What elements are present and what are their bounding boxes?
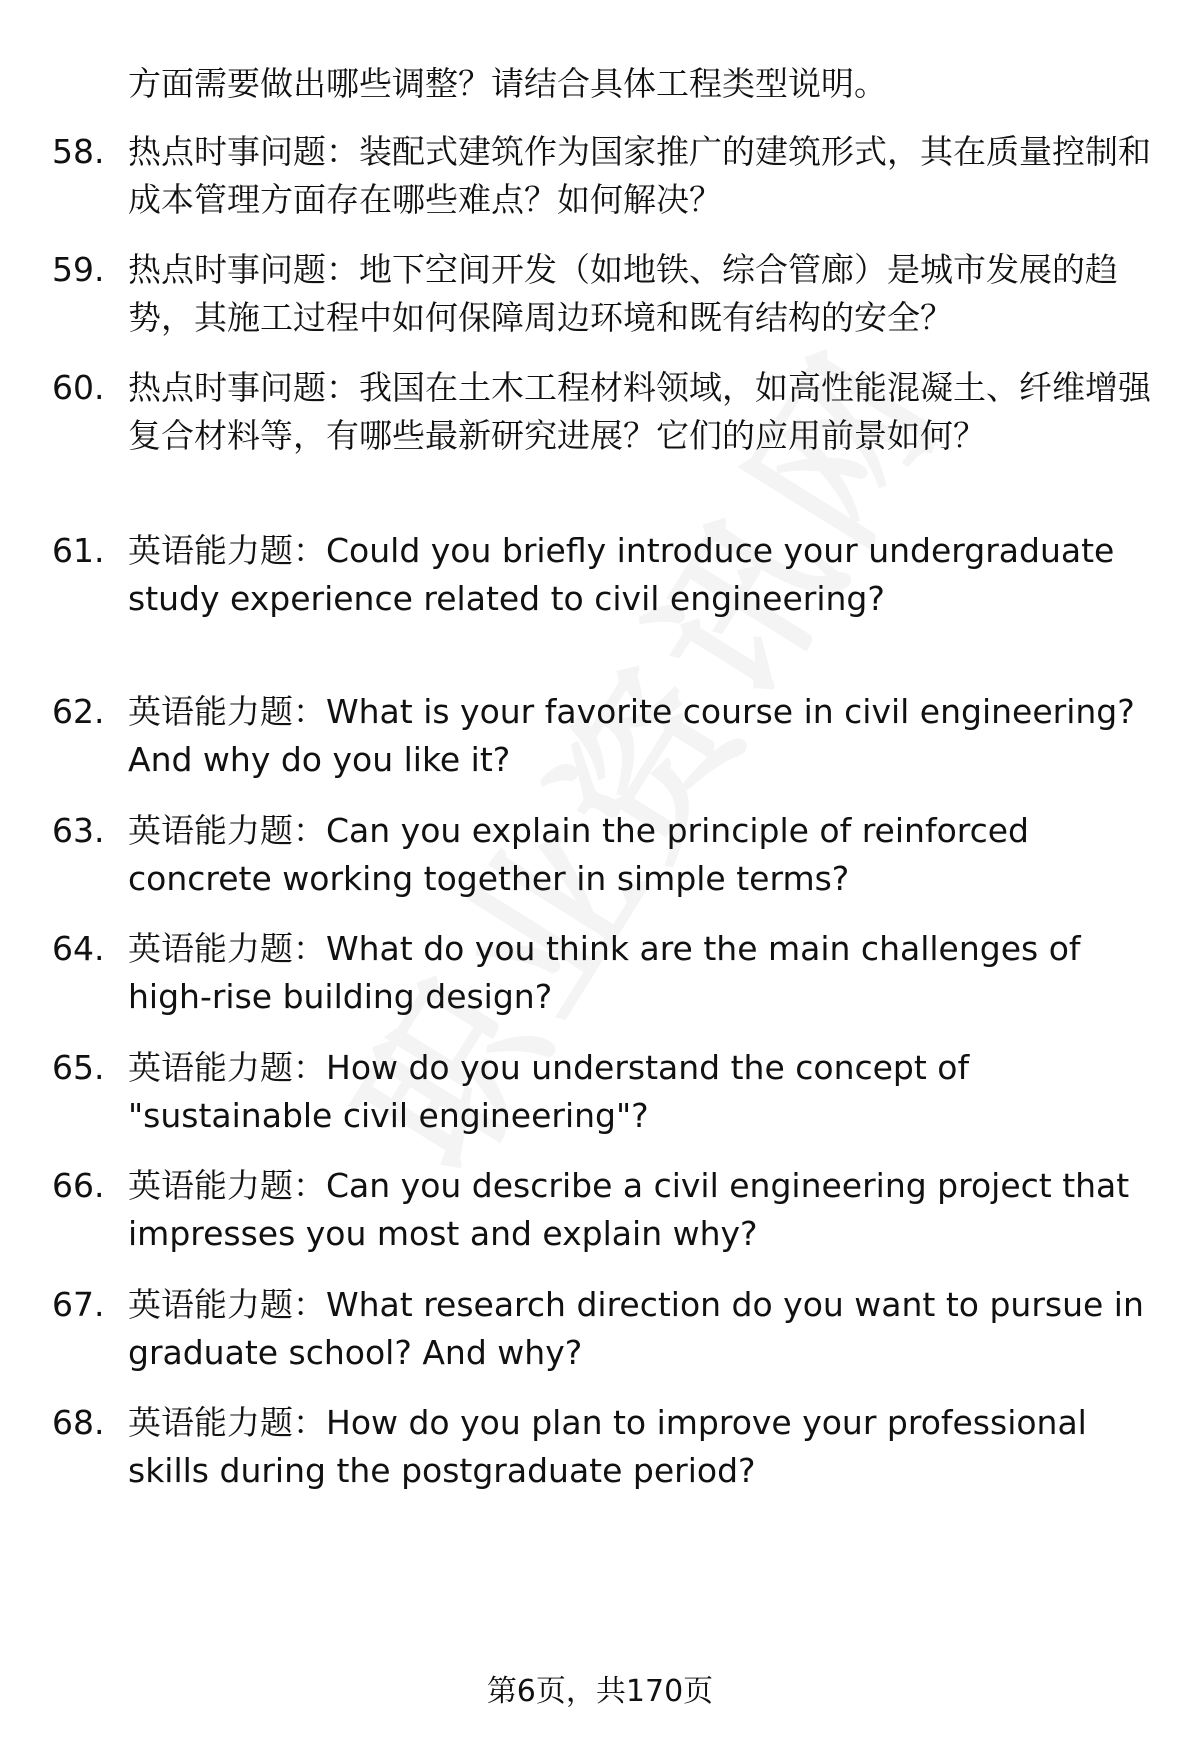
item-number: 61. — [52, 531, 105, 570]
item-number: 65. — [52, 1048, 105, 1087]
item-text: 英语能力题：What research direction do you want to pursue in graduate school? And why? — [128, 1285, 1144, 1372]
continued-text: 方面需要做出哪些调整？请结合具体工程类型说明。 — [128, 64, 887, 103]
item-number: 67. — [52, 1285, 105, 1324]
item-number: 63. — [52, 811, 105, 850]
item-number: 60. — [52, 368, 105, 407]
item-number: 58. — [52, 132, 105, 171]
item-text: 英语能力题：Could you briefly introduce your undergraduate study experience related to civil engineering? — [128, 531, 1115, 618]
item-number: 59. — [52, 250, 105, 289]
item-number: 68. — [52, 1403, 105, 1442]
item-text: 英语能力题：Can you describe a civil engineering project that impresses you most and explain why? — [128, 1166, 1130, 1253]
item-number: 66. — [52, 1166, 105, 1205]
list-item-61 — [52, 527, 1162, 623]
list-item-65 — [52, 1044, 1162, 1140]
list-item-68 — [52, 1399, 1162, 1495]
item-text: 英语能力题：What do you think are the main challenges of high-rise building design? — [128, 929, 1081, 1016]
list-item-66 — [52, 1162, 1162, 1258]
list-item-62 — [52, 688, 1162, 784]
list-item-59 — [52, 246, 1162, 342]
item-number: 62. — [52, 692, 105, 731]
item-text: 英语能力题：What is your favorite course in civil engineering? And why do you like it? — [128, 692, 1135, 779]
item-text: 英语能力题：Can you explain the principle of reinforced concrete working together in simple terms? — [128, 811, 1029, 898]
list-item-63 — [52, 807, 1162, 903]
item-number: 64. — [52, 929, 105, 968]
list-item-67 — [52, 1281, 1162, 1377]
page-number: 第6页，共170页 — [486, 1674, 714, 1709]
item-text: 热点时事问题：我国在土木工程材料领域，如高性能混凝土、纤维增强复合材料等，有哪些最新研究进展？它们的应用前景如何？ — [128, 368, 1151, 455]
item-text: 英语能力题：How do you plan to improve your professional skills during the postgraduate period? — [128, 1403, 1087, 1490]
list-item-60 — [52, 364, 1162, 460]
list-item-64 — [52, 925, 1162, 1021]
item-text: 热点时事问题：地下空间开发（如地铁、综合管廊）是城市发展的趋势，其施工过程中如何保障周边环境和既有结构的安全？ — [128, 250, 1118, 337]
list-item-58 — [52, 128, 1162, 224]
item-text: 热点时事问题：装配式建筑作为国家推广的建筑形式，其在质量控制和成本管理方面存在哪些难点？如何解决？ — [128, 132, 1151, 219]
item-text: 英语能力题：How do you understand the concept of "sustainable civil engineering"? — [128, 1048, 970, 1135]
